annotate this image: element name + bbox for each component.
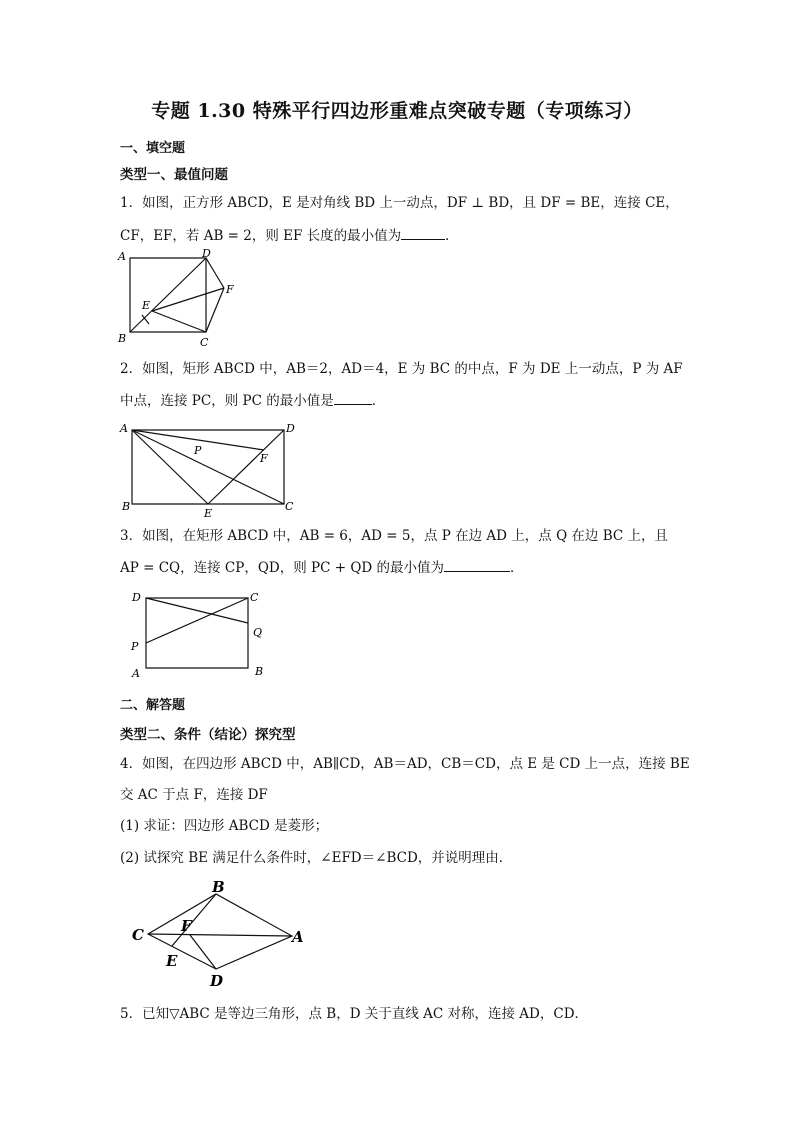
type-heading-2: 类型二、条件（结论）探究型 [120,727,296,743]
q4-part2: (2) 试探究 BE 满足什么条件时，∠EFD＝∠BCD，并说明理由． [120,850,513,866]
q4-label-d: D [210,972,224,990]
q1-segment-fc [206,288,224,332]
q1-figure [112,246,252,350]
q4-segment-fd [190,935,216,969]
q4-label-a: A [292,928,304,946]
q4-diagonal-ca [148,934,292,936]
q1-label-a: A [118,250,126,263]
q2-label-p: P [194,444,202,457]
q3-line2 [120,557,524,578]
q3-line1: 3．如图，在矩形 ABCD 中，AB = 6，AD = 5，点 P 在边 AD 上，点 Q 在边 BC 上，且 [120,528,669,544]
q2-label-b: B [122,500,131,513]
q3-answer-blank [444,557,510,572]
q4-label-e: E [166,952,178,970]
q1-label-d: D [202,247,211,260]
q4-label-c: C [132,926,144,944]
q3-segment-pc [146,598,248,643]
q1-answer-blank [401,225,445,240]
q3-label-a: A [132,667,140,680]
q3-figure [126,588,276,682]
q4-label-b: B [212,878,225,896]
q2-segment-ae [132,430,208,504]
q3-label-q: Q [253,626,263,639]
q2-label-c: C [285,500,294,513]
q2-answer-blank [334,390,372,405]
section-heading-answers: 二、解答题 [120,698,186,713]
q3-label-c: C [250,591,259,604]
q3-label-d: D [132,591,141,604]
q3-line2-text: AP = CQ，连接 CP，QD，则 PC + QD 的最小值为 [120,560,444,576]
q2-label-e: E [204,507,213,518]
q1-label-f: F [226,283,234,296]
q1-line2 [120,225,459,246]
q2-label-d: D [286,422,295,435]
q4-segment-be [172,894,216,946]
q4-line1: 4．如图，在四边形 ABCD 中，AB∥CD，AB＝AD，CB＝CD，点 E 是 CD 上一点，连接 BE [120,756,690,772]
q3-label-b: B [255,665,264,678]
q4-figure [128,874,313,992]
q1-label-c: C [200,336,209,349]
q3-label-p: P [131,640,139,653]
q2-figure [112,418,312,518]
q1-segment-ec [152,311,206,332]
q1-line1: 1．如图，正方形 ABCD，E 是对角线 BD 上一动点，DF ⊥ BD，且 DF = BE，连接 CE， [120,195,679,211]
q2-label-f: F [260,452,268,465]
q1-label-b: B [118,332,127,345]
section-heading-fill-in: 一、填空题 [120,141,186,156]
q4-label-f: F [181,917,192,935]
page-title: 专题 1.30 特殊平行四边形重难点突破专题（专项练习） [151,100,643,122]
q1-label-e: E [142,299,151,312]
q1-diagonal-bd [130,258,206,332]
q2-line2-text: 中点，连接 PC，则 PC 的最小值是 [120,393,334,409]
type-heading-1: 类型一、最值问题 [120,167,228,183]
q3-end: ． [510,560,524,576]
q2-line2 [120,390,385,411]
q3-rectangle [146,598,248,668]
q2-segment-ed [208,430,284,504]
q1-line2-text: CF，EF，若 AB = 2，则 EF 长度的最小值为 [120,228,402,244]
q2-line1: 2．如图，矩形 ABCD 中，AB＝2，AD＝4，E 为 BC 的中点，F 为 DE 上一动点，P 为 AF [120,361,683,377]
q4-line2: 交 AC 于点 F，连接 DF [120,787,268,803]
q2-label-a: A [120,422,128,435]
q4-part1: (1) 求证：四边形 ABCD 是菱形； [120,818,329,834]
q5-line1: 5．已知▽ABC 是等边三角形，点 B，D 关于直线 AC 对称，连接 AD，CD． [120,1006,589,1022]
q1-end: ． [445,228,459,244]
q3-segment-dq [146,598,248,623]
q1-segment-df [206,258,224,288]
q2-end: ． [371,393,386,409]
